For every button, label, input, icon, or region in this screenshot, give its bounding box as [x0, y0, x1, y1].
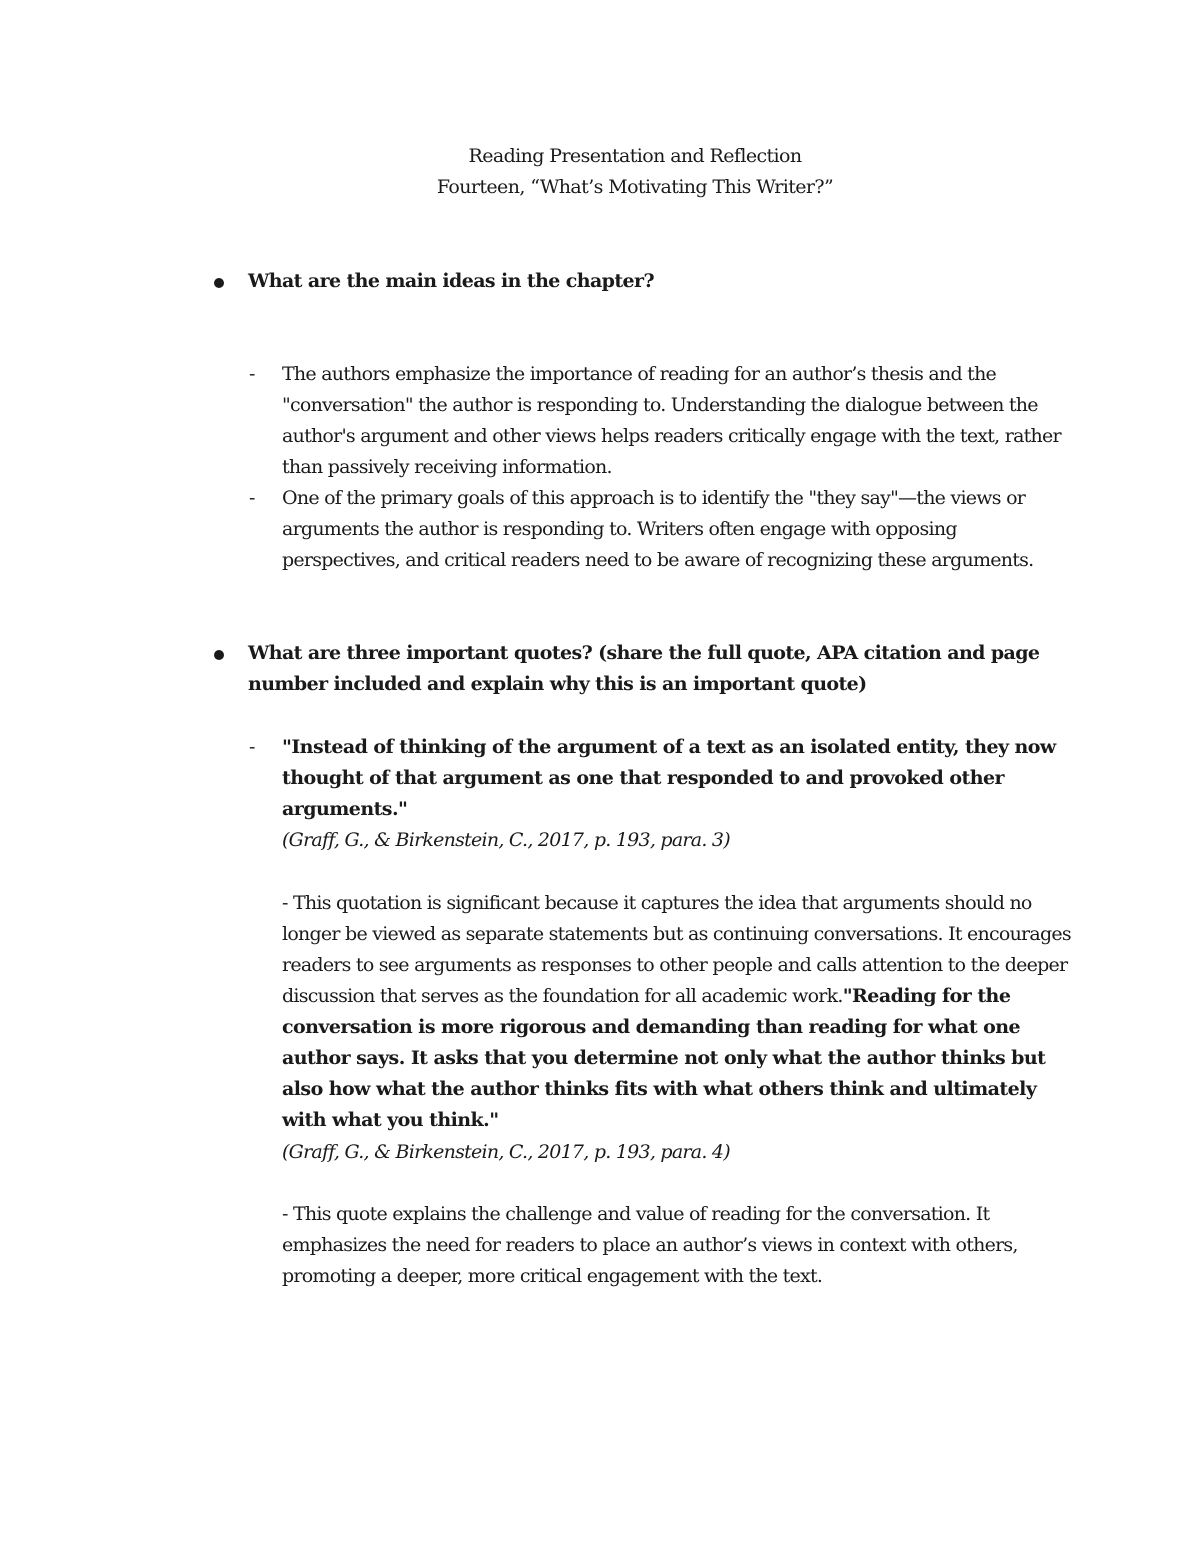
title-line-1: Reading Presentation and Reflection [468, 145, 802, 167]
explanation-1: - This quotation is significant because it captures the idea that arguments should no longer be viewed as separate statements but as continuing conversations. It encourages readers to see arguments as responses to other people and calls attention to the deeper discussion that serves as the foundation for all academic work. [282, 892, 1071, 1007]
answer-main-idea-1: The authors emphasize the importance of reading for an author’s thesis and the "conversation" the author is responding to. Understanding the dialogue between the author's argument and other views helps readers critically engage with the text, rather than passively receiving information. [282, 363, 1061, 478]
quote-2: "Reading for the conversation is more rigorous and demanding than reading for what one author says. It asks that you determine not only what the author thinks but also how what the author thinks fits with what others think and ultimately with what you think." [282, 985, 1046, 1131]
citation-2: (Graff, G., & Birkenstein, C., 2017, p. 193, para. 4) [282, 1141, 730, 1163]
answer-main-idea-2: One of the primary goals of this approach is to identify the "they say"—the views or arguments the author is responding to. Writers often engage with opposing perspectives, and critical readers need to be aware of recognizing these arguments. [282, 487, 1034, 571]
dash-marker: - [249, 487, 256, 509]
dash-marker: - [249, 736, 256, 758]
document-title [0, 141, 1200, 203]
title-line-2: Fourteen, “What’s Motivating This Writer?” [436, 176, 834, 198]
quote-1: "Instead of thinking of the argument of a text as an isolated entity, they now thought of that argument as one that responded to and provoked other arguments." [282, 736, 1056, 820]
dash-marker: - [249, 363, 256, 385]
question-main-ideas: What are the main ideas in the chapter? [248, 270, 654, 292]
citation-1: (Graff, G., & Birkenstein, C., 2017, p. 193, para. 3) [282, 829, 730, 851]
bullet-icon [214, 650, 224, 660]
bullet-icon [214, 278, 224, 288]
question-important-quotes: What are three important quotes? (share the full quote, APA citation and page number included and explain why this is an important quote) [248, 642, 1040, 695]
explanation-2: - This quote explains the challenge and value of reading for the conversation. It emphasizes the need for readers to place an author’s views in context with others, promoting a deeper, more critical engagement with the text. [282, 1203, 1018, 1287]
explanation-1-with-quote-2 [282, 888, 1072, 1136]
